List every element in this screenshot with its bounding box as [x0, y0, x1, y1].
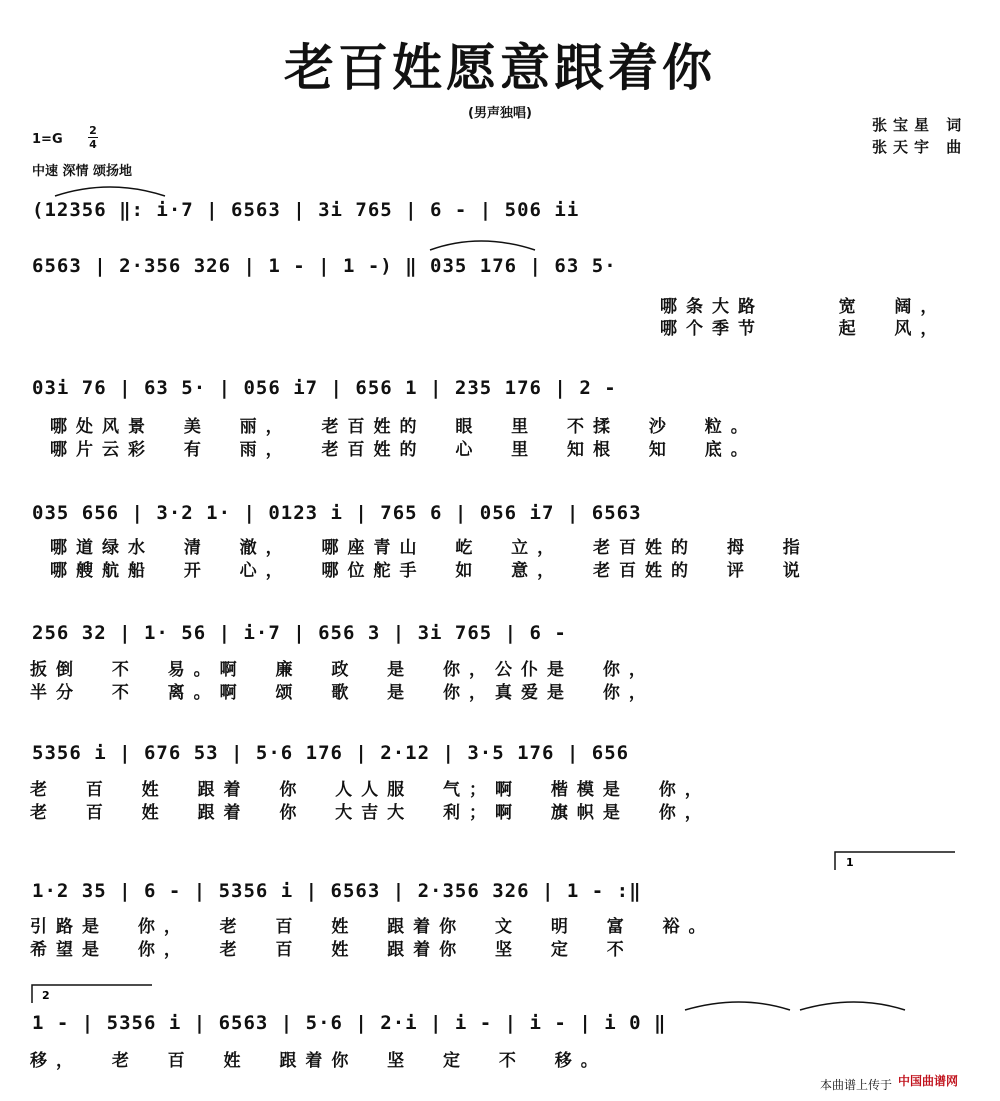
lyric-line-4: 哪片云彩 有 雨， 老百姓的 心 里 知根 知 底。	[50, 440, 757, 460]
lyric-line-11: 引路是 你， 老 百 姓 跟着你 文 明 富 裕。	[30, 917, 715, 937]
upload-note: 本曲谱上传于	[820, 1078, 893, 1092]
lyric-line-9: 老 百 姓 跟着 你 人人服 气；啊 楷模是 你，	[30, 780, 711, 800]
lyric-line-10: 老 百 姓 跟着 你 大吉大 利；啊 旗帜是 你，	[30, 803, 711, 823]
lyric-line-1: 哪条大路 宽 阔，	[660, 297, 947, 317]
lyric-line-5: 哪道绿水 清 澈， 哪座青山 屹 立， 老百姓的 拇 指	[50, 538, 809, 558]
lyric-line-7: 扳倒 不 易。啊 廉 政 是 你，公仆是 你，	[30, 660, 655, 680]
tempo-marking: 中速 深情 颂扬地	[32, 164, 133, 179]
lyric-line-3: 哪处风景 美 丽， 老百姓的 眼 里 不揉 沙 粒。	[50, 417, 757, 437]
time-signature-bottom: 4	[89, 138, 97, 151]
time-signature-top: 2	[89, 124, 97, 137]
slur-line8	[685, 1002, 905, 1010]
music-line-6: 5356 i | 676 53 | 5·6 176 | 2·12 | 3·5 176 | 656	[32, 742, 630, 764]
composer-credit: 张天宇 曲	[872, 138, 968, 156]
music-line-7: 1·2 35 | 6 - | 5356 i | 6563 | 2·356 326 | 1 - :‖	[32, 880, 642, 902]
slur-intro	[55, 187, 165, 196]
lyric-line-13: 移， 老 百 姓 跟着你 坚 定 不 移。	[30, 1051, 607, 1071]
lyricist-credit: 张宝星 词	[872, 116, 968, 134]
volta-bracket-2	[32, 985, 152, 1003]
music-line-8: 1 - | 5356 i | 6563 | 5·6 | 2·i | i - | i - | i 0 ‖	[32, 1012, 667, 1034]
music-line-2: 6563 | 2·356 326 | 1 - | 1 -) ‖ 035 176 | 63 5·	[32, 255, 617, 277]
volta-label-2: 2	[42, 989, 50, 1002]
music-line-4: 035 656 | 3·2 1· | 0123 i | 765 6 | 056 i7 | 6563	[32, 502, 642, 524]
volta-label-1: 1	[846, 856, 854, 869]
site-logo: 中国曲谱网	[898, 1074, 959, 1088]
performance-note: (男声独唱)	[468, 106, 532, 121]
lyric-line-8: 半分 不 离。啊 颂 歌 是 你，真爱是 你，	[30, 683, 655, 703]
music-line-5: 256 32 | 1· 56 | i·7 | 656 3 | 3i 765 | 6 -	[32, 622, 567, 644]
lyric-line-2: 哪个季节 起 风，	[660, 319, 947, 339]
song-title: 老百姓愿意跟着你	[284, 39, 716, 97]
slur-line2	[430, 241, 535, 250]
lyric-line-6: 哪艘航船 开 心， 哪位舵手 如 意， 老百姓的 评 说	[50, 561, 809, 581]
music-line-3: 03i 76 | 63 5· | 056 i7 | 656 1 | 235 176 | 2 -	[32, 377, 617, 399]
lyric-line-12: 希望是 你， 老 百 姓 跟着你 坚 定 不	[30, 940, 633, 960]
music-line-1: (12356 ‖: i·7 | 6563 | 3i 765 | 6 - | 506 ii	[32, 199, 580, 221]
key-signature: 1=G	[32, 132, 63, 147]
